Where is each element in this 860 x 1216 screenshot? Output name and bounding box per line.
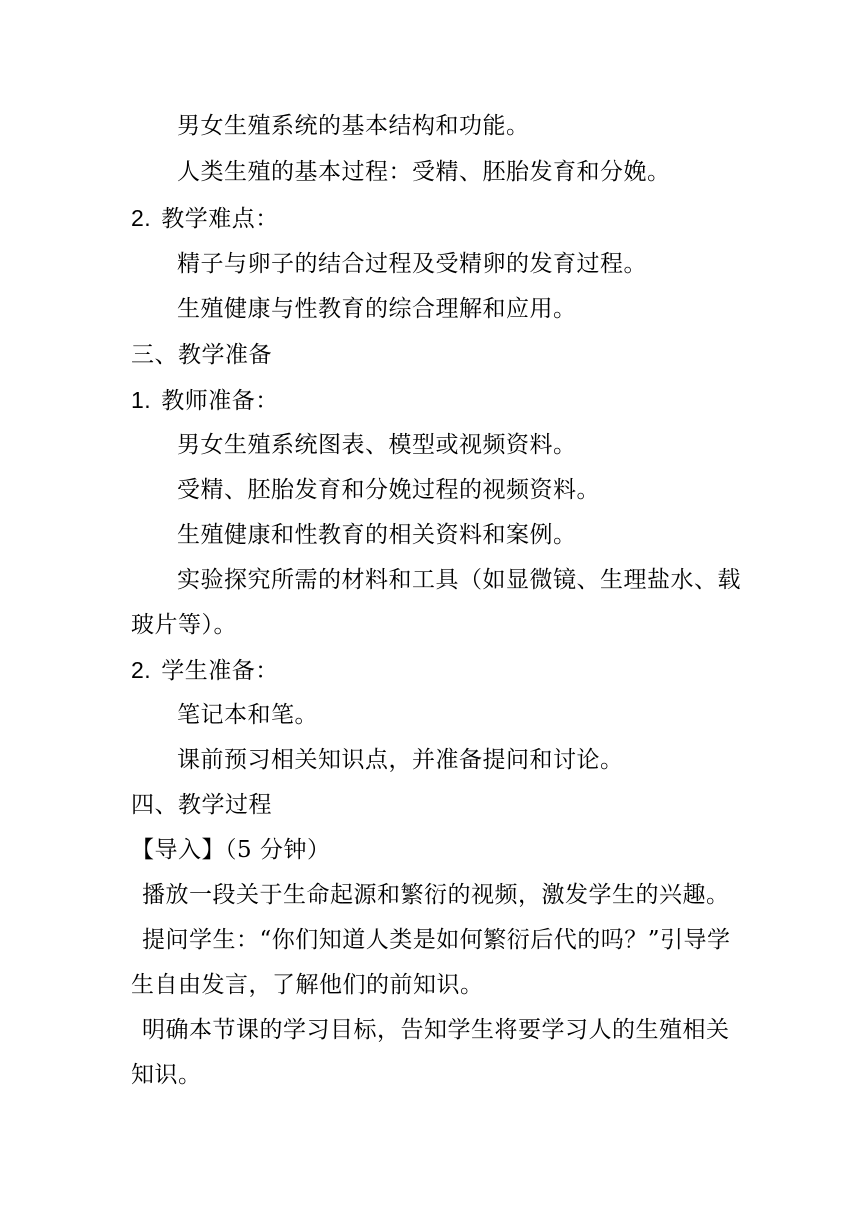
difficulty-item-2: 生殖健康与性教育的综合理解和应用。 [177,296,577,322]
student-prep-heading [131,654,279,687]
teacher-prep-item-2: 受精、胚胎发育和分娩过程的视频资料。 [177,477,600,503]
section-3-heading: 三、教学准备 [131,342,272,368]
teacher-prep-item-3: 生殖健康和性教育的相关资料和案例。 [177,522,577,548]
intro-paragraph-2-line1: 提问学生：“你们知道人类是如何繁衍后代的吗？”引导学 [142,927,731,953]
teacher-prep-item-4-line1: 实验探究所需的材料和工具（如显微镜、生理盐水、载 [177,567,741,593]
teacher-prep-number: 1. [131,387,152,413]
difficulty-title: 教学难点： [161,206,279,232]
teacher-prep-title: 教师准备： [161,388,279,414]
key-point-item-1: 男女生殖系统的基本结构和功能。 [177,113,530,139]
student-prep-item-1: 笔记本和笔。 [177,702,318,728]
key-point-item-2: 人类生殖的基本过程：受精、胚胎发育和分娩。 [177,159,671,185]
intro-bracket-title: 【导入】 [131,837,225,863]
difficulty-heading [131,202,279,235]
student-prep-item-2: 课前预习相关知识点，并准备提问和讨论。 [177,747,624,773]
student-prep-number: 2. [131,657,152,683]
teacher-prep-item-1: 男女生殖系统图表、模型或视频资料。 [177,432,577,458]
difficulty-item-1: 精子与卵子的结合过程及受精卵的发育过程。 [177,251,647,277]
student-prep-title: 学生准备： [161,658,279,684]
intro-paragraph-2-line2: 生自由发言，了解他们的前知识。 [131,972,484,998]
intro-duration: （5 分钟） [225,837,331,863]
intro-paragraph-3-line2: 知识。 [131,1062,202,1088]
difficulty-number: 2. [131,205,152,231]
teacher-prep-heading [131,384,279,417]
intro-heading [131,834,330,866]
intro-paragraph-1: 播放一段关于生命起源和繁衍的视频，激发学生的兴趣。 [142,882,730,908]
section-4-heading: 四、教学过程 [131,792,272,818]
intro-paragraph-3-line1: 明确本节课的学习目标，告知学生将要学习人的生殖相关 [142,1017,730,1043]
teacher-prep-item-4-line2: 玻片等）。 [131,612,237,638]
